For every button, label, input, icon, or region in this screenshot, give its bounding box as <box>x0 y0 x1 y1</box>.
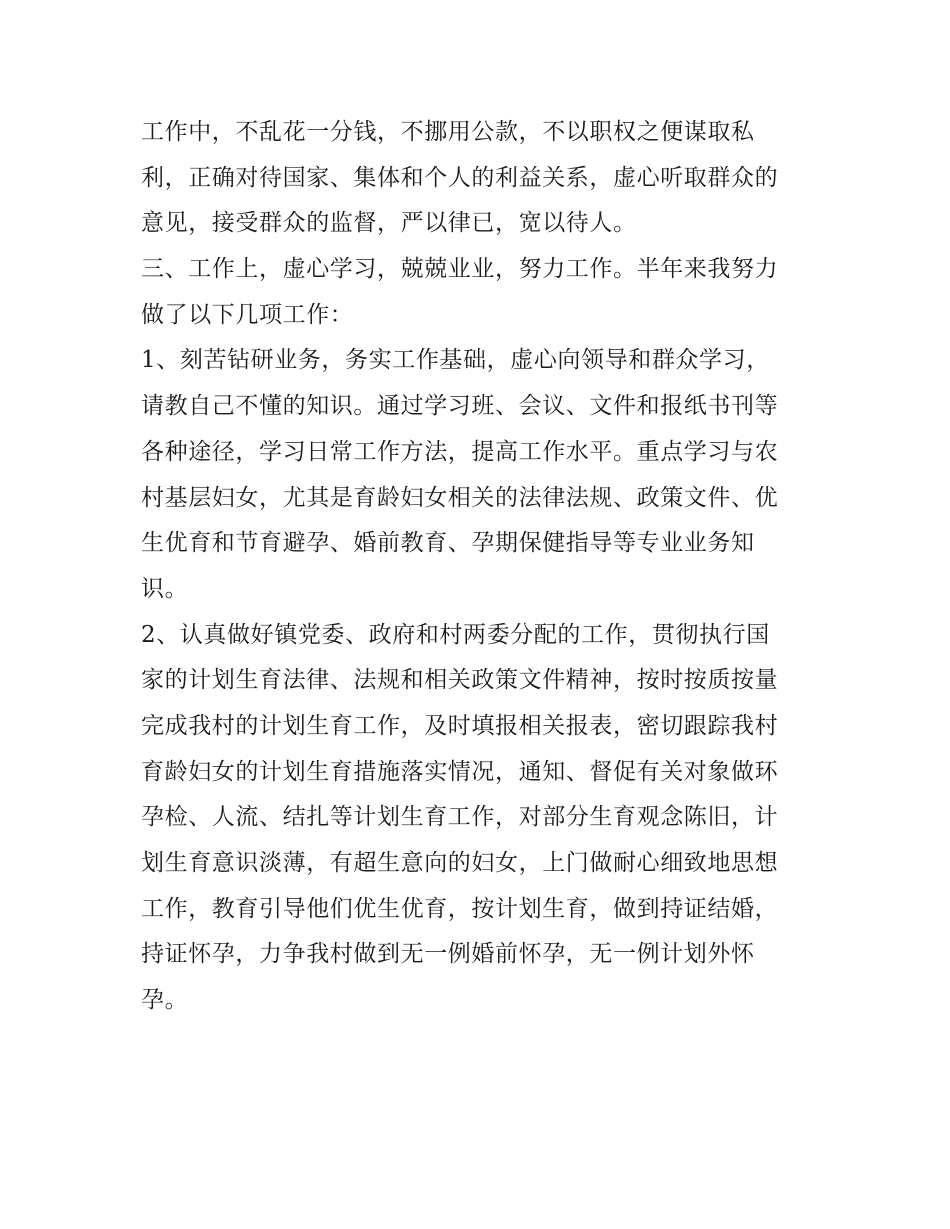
text-line: 各种途径，学习日常工作方法，提高工作水平。重点学习与农 <box>141 438 779 465</box>
text-line: 完成我村的计划生育工作，及时填报相关报表，密切跟踪我村 <box>141 712 779 739</box>
text-line: 工作中，不乱花一分钱，不挪用公款，不以职权之便谋取私 <box>141 119 755 145</box>
document-body <box>141 110 821 1024</box>
text-line: 孕检、人流、结扎等计划生育工作，对部分生育观念陈旧，计 <box>141 804 779 831</box>
text-line: 育龄妇女的计划生育措施落实情况，通知、督促有关对象做环 <box>141 758 779 785</box>
text-line: 生优育和节育避孕、婚前教育、孕期保健指导等专业业务知 <box>141 530 755 557</box>
text-line: 工作，教育引导他们优生优育，按计划生育，做到持证结婚， <box>141 895 779 922</box>
text-line: 利，正确对待国家、集体和个人的利益关系，虚心听取群众的 <box>141 164 779 191</box>
list-item-2-line: 2、认真做好镇党委、政府和村两委分配的工作，贯彻执行国 <box>141 621 770 648</box>
text-line: 孕。 <box>141 987 189 1014</box>
text-line: 意见，接受群众的监督，严以律已，宽以待人。 <box>141 210 637 237</box>
text-line: 持证怀孕，力争我村做到无一例婚前怀孕，无一例计划外怀 <box>141 941 755 968</box>
section-heading-line: 三、工作上，虚心学习，兢兢业业，努力工作。半年来我努力 <box>141 256 779 283</box>
text-line: 划生育意识淡薄，有超生意向的妇女，上门做耐心细致地思想 <box>141 850 779 876</box>
text-line: 家的计划生育法律、法规和相关政策文件精神，按时按质按量 <box>141 667 779 694</box>
list-item-1-line: 1、刻苦钻研业务，务实工作基础，虚心向领导和群众学习， <box>141 347 770 374</box>
text-line: 请教自己不懂的知识。通过学习班、会议、文件和报纸书刊等 <box>141 393 779 420</box>
text-line: 村基层妇女，尤其是育龄妇女相关的法律法规、政策文件、优 <box>141 484 779 511</box>
text-line: 识。 <box>141 575 189 602</box>
text-line: 做了以下几项工作： <box>141 301 354 328</box>
